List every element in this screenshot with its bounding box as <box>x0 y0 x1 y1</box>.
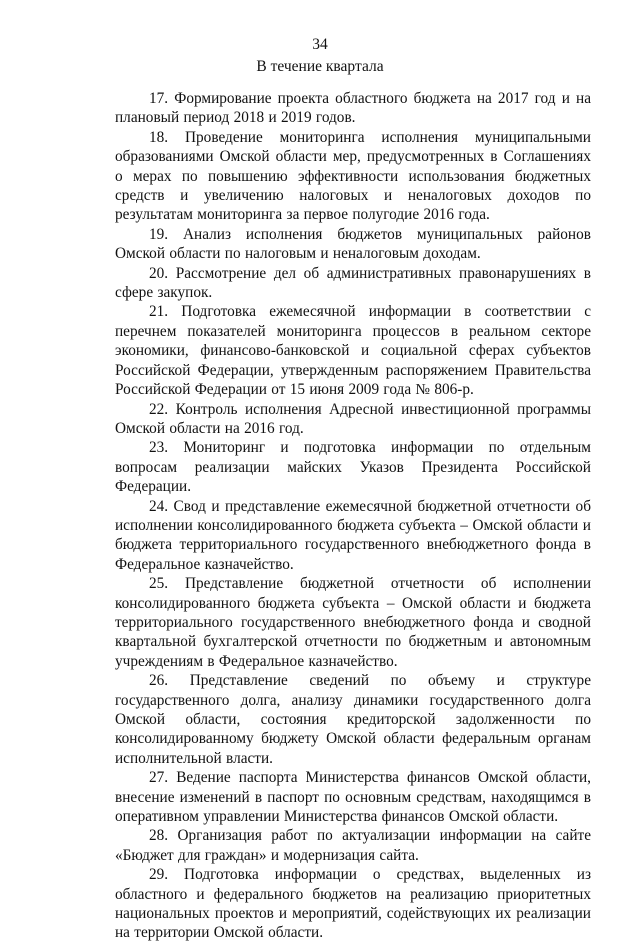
list-item-23: 23. Мониторинг и подготовка информации по отдельным вопросам реализации майских Указов Президента Российской Федерации. <box>115 439 591 496</box>
section-heading: В течение квартала <box>256 58 384 75</box>
list-item-21: 21. Подготовка ежемесячной информации в соответствии с перечнем показателей мониторинга процессов в реальном секторе экономики, финансово-банковской и социальной сферах субъектов Российской Федерации, утвержденным распоряжением Правительства Российской Федерации от 15 июня 2009 года № 806-р. <box>115 303 591 399</box>
list-item-20: 20. Рассмотрение дел об административных правонарушениях в сфере закупок. <box>115 264 591 302</box>
list-item-17: 17. Формирование проекта областного бюджета на 2017 год и на плановый период 2018 и 2019 годов. <box>115 90 591 127</box>
list-item-18: 18. Проведение мониторинга исполнения муниципальными образованиями Омской области мер, предусмотренных в Соглашениях о мерах по повышению эффективности использования бюджетных средств и увеличению налоговых и неналоговых доходов по результатам мониторинга за первое полугодие 2016 года. <box>115 128 591 224</box>
list-item-28: 28. Организация работ по актуализации информации на сайте «Бюджет для граждан» и модернизация сайта. <box>115 827 591 864</box>
list-item-25: 25. Представление бюджетной отчетности об исполнении консолидированного бюджета субъекта – Омской области и бюджета территориального государственного внебюджетного фонда и сводной квартальной бухгалтерской отчетности по бюджетным и автономным учреждениям в Федеральное казначейство. <box>115 575 591 670</box>
list-item-22: 22. Контроль исполнения Адресной инвестиционной программы Омской области на 2016 год. <box>115 400 591 437</box>
page-number: 34 <box>312 36 328 53</box>
list-item-29: 29. Подготовка информации о средствах, выделенных из областного и федерального бюджетов на реализацию приоритетных национальных проектов и мероприятий, содействующих их реализации на территории Омской области. <box>115 866 591 942</box>
list-item-26: 26. Представление сведений по объему и структуре государственного долга, анализу динамики государственного долга Омской области, состояния кредиторской задолженности по консолидированному бюджету Омской области федеральным органам исполнительной власти. <box>115 672 591 767</box>
list-item-24: 24. Свод и представление ежемесячной бюджетной отчетности об исполнении консолидированного бюджета субъекта – Омской области и бюджета территориального государственного внебюджетного фонда в Федеральное казначейство. <box>115 497 591 573</box>
list-item-27: 27. Ведение паспорта Министерства финансов Омской области, внесение изменений в паспорт по основным средствам, находящимся в оперативном управлении Министерства финансов Омской области. <box>115 769 591 826</box>
list-item-19: 19. Анализ исполнения бюджетов муниципальных районов Омской области по налоговым и неналоговым доходам. <box>115 225 591 263</box>
items-list <box>115 89 591 943</box>
